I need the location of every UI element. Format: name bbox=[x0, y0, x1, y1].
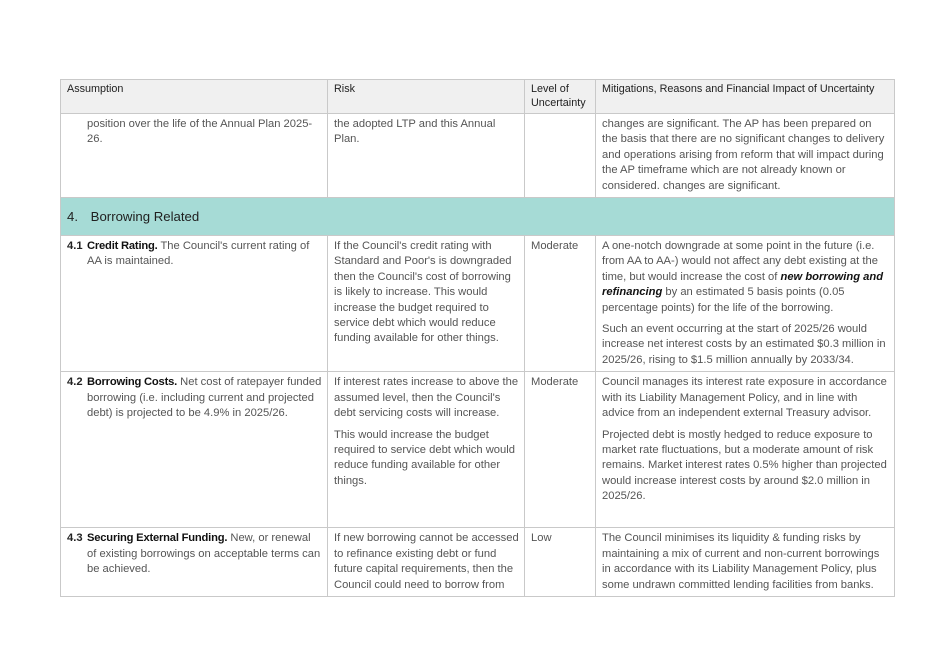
section-title: Borrowing Related bbox=[90, 208, 200, 224]
assumption-heading: Credit Rating. bbox=[87, 240, 158, 253]
risk-cell: If new borrowing cannot be accessed to refinance existing debt or fund future capital requirements, then the Council could need to borrow from bbox=[328, 528, 525, 597]
level-cell: Moderate bbox=[525, 236, 596, 372]
assumption-cell bbox=[61, 372, 328, 528]
row-number: 4.1 bbox=[67, 240, 83, 253]
mitigation-cell: The Council minimises its liquidity & funding risks by maintaining a mix of current and non-current borrowings in accordance with its Liability Management Policy, plus some undrawn committed lending facilities from banks. bbox=[596, 528, 895, 597]
level-cell bbox=[525, 114, 596, 198]
assumption-heading: Securing External Funding. bbox=[87, 532, 228, 545]
mitigation-paragraph: Projected debt is mostly hedged to reduce exposure to market rate fluctuations, but a moderate amount of risk remains. Market interest rates 0.5% higher than projected would increase interest costs by around $2.0 million in 2025/26. bbox=[602, 428, 887, 503]
assumption-cell bbox=[61, 236, 328, 372]
assumption-heading: Borrowing Costs. bbox=[87, 376, 178, 389]
assumption-cell: position over the life of the Annual Plan 2025-26. bbox=[61, 114, 328, 198]
risk-cell: If the Council's credit rating with Standard and Poor's is downgraded then the Council's cost of borrowing is likely to increase. This would increase the budget required to service debt which would reduce funding available for other things. bbox=[328, 236, 525, 372]
section-heading bbox=[61, 198, 895, 236]
assumption-text: The Council's current rating of AA is maintained. bbox=[87, 240, 310, 268]
risk-paragraph: If interest rates increase to above the assumed level, then the Council's debt servicing costs will increase. bbox=[334, 376, 519, 420]
header-level-of-uncertainty: Level of Uncertainty bbox=[525, 80, 596, 114]
row-number: 4.2 bbox=[67, 376, 83, 389]
table-row bbox=[61, 114, 895, 198]
risk-cell: the adopted LTP and this Annual Plan. bbox=[328, 114, 525, 198]
mitigation-cell: changes are significant. The AP has been prepared on the basis that there are no significant changes to delivery and operations arising from reform that will impact during the AP timeframe which are not already known or considered. changes are significant. bbox=[596, 114, 895, 198]
table-row bbox=[61, 372, 895, 528]
header-mitigations: Mitigations, Reasons and Financial Impact of Uncertainty bbox=[596, 80, 895, 114]
level-cell: Moderate bbox=[525, 372, 596, 528]
row-number: 4.3 bbox=[67, 532, 83, 545]
mitigation-cell bbox=[596, 372, 895, 528]
section-row bbox=[61, 198, 895, 236]
table-header-row bbox=[61, 80, 895, 114]
section-number: 4. bbox=[67, 208, 78, 224]
mitigation-paragraph: Such an event occurring at the start of 2025/26 would increase net interest costs by an estimated $0.3 million in 2025/26, rising to $1.5 million annually by 2033/34. bbox=[602, 323, 886, 366]
header-assumption: Assumption bbox=[61, 80, 328, 114]
mitigation-cell bbox=[596, 236, 895, 372]
assumptions-table bbox=[60, 79, 895, 597]
mitigation-paragraph: A one-notch downgrade at some point in the future (i.e. from AA to AA-) would not affect any debt existing at the time, but would increase the cost of new borrowing and refinancing by an estimated 5 basis points (0.05 percentage points) for the life of the borrowing. bbox=[602, 240, 884, 314]
risk-cell bbox=[328, 372, 525, 528]
risk-paragraph: This would increase the budget required to service debt which would reduce funding available for other things. bbox=[334, 428, 515, 487]
assumption-text: Net cost of ratepayer funded borrowing (i.e. including current and projected debt) is projected to be 4.9% in 2025/26. bbox=[87, 376, 322, 420]
mitigation-paragraph: Council manages its interest rate exposure in accordance with its Liability Management Policy, and in line with advice from an independent external Treasury advisor. bbox=[602, 376, 887, 420]
assumption-cell bbox=[61, 528, 328, 597]
table-row bbox=[61, 528, 895, 597]
level-cell: Low bbox=[525, 528, 596, 597]
assumption-text: New, or renewal of existing borrowings on acceptable terms can be achieved. bbox=[87, 532, 321, 576]
mitigation-emphasis: new borrowing and refinancing bbox=[602, 270, 884, 299]
header-risk: Risk bbox=[328, 80, 525, 114]
table-row bbox=[61, 236, 895, 372]
